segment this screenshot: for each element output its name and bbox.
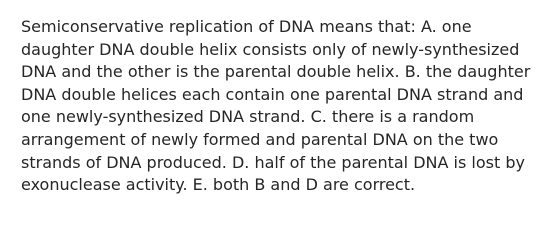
question-line: DNA double helices each contain one parental DNA strand and [21,84,524,104]
question-line: one newly-synthesized DNA strand. C. there is a random [21,107,475,127]
question-text [21,16,543,197]
question-line: strands of DNA produced. D. half of the parental DNA is lost by [21,152,525,172]
question-line: Semiconservative replication of DNA means that: A. one [21,17,472,36]
question-line: daughter DNA double helix consists only of newly-synthesized [21,39,520,59]
question-line: DNA and the other is the parental double helix. B. the daughter [21,62,531,82]
question-line: exonuclease activity. E. both B and D are correct. [21,175,416,195]
question-line: arrangement of newly formed and parental DNA on the two [21,129,499,149]
